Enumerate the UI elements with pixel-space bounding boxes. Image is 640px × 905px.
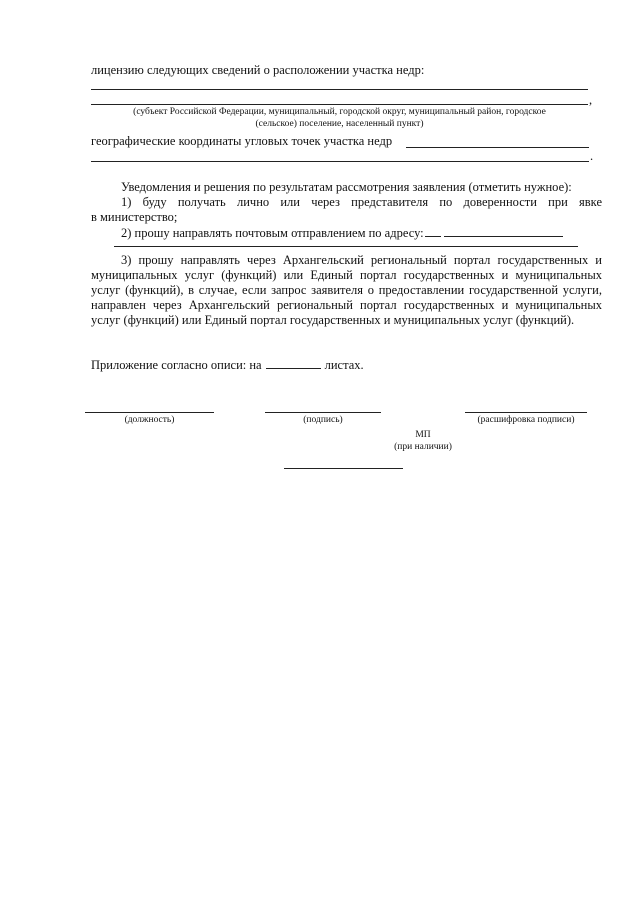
blank-line-address	[114, 246, 578, 247]
stamp-label: МП	[415, 430, 431, 440]
caption-position: (должность)	[124, 415, 175, 425]
notice-heading: Уведомления и решения по результатам рассмотрения заявления (отметить нужное):	[121, 180, 572, 194]
caption-subject-line1: (субъект Российской Федерации, муниципальный, городской округ, муниципальный район, городское	[133, 107, 546, 117]
notice-item-3	[91, 253, 602, 328]
signature-line-decoding	[465, 412, 587, 413]
blank-line-coordinates-1	[406, 147, 589, 148]
caption-subject-line2: (сельское) поселение, населенный пункт)	[255, 119, 424, 129]
notice-item-2-blank-short	[425, 225, 441, 237]
appendix-line	[91, 357, 364, 373]
blank-line-subject-2	[91, 104, 588, 105]
caption-signature: (подпись)	[303, 415, 343, 425]
date-line	[284, 468, 403, 469]
comma-mark: ,	[589, 93, 593, 107]
notice-item-1-line1: 1) буду получать лично или через представителя по доверенности при явке	[121, 195, 602, 209]
stamp-note: (при наличии)	[394, 442, 452, 452]
notice-item-2	[121, 225, 563, 241]
signature-line-signature	[265, 412, 381, 413]
appendix-text: Приложение согласно описи: на	[91, 358, 262, 372]
period-mark: .	[590, 149, 594, 163]
blank-line-subject-1	[91, 89, 588, 90]
appendix-pages-blank	[266, 357, 321, 369]
doc-line-license-info: лицензию следующих сведений о расположении участка недр:	[91, 63, 425, 77]
notice-item-3-text: 3) прошу направлять через Архангельский региональный портал государственных и муниципальных услуг (функций) или Единый портал государственных и муниципальных услуг (функций), в случае, если запрос заявителя о предоставлении государственной услуги, направлен через Архангельский региональный портал государственных и муниципальных услуг (функций) или Единый портал государственных и муниципальных услуг (функций).	[91, 253, 602, 327]
notice-item-2-blank	[444, 225, 563, 237]
notice-item-1-line2: в министерство;	[91, 210, 178, 224]
appendix-suffix: листах.	[324, 358, 364, 372]
coordinates-label: географические координаты угловых точек участка недр	[91, 134, 393, 148]
caption-decoding: (расшифровка подписи)	[477, 415, 575, 425]
signature-line-position	[85, 412, 214, 413]
notice-item-2-text: 2) прошу направлять почтовым отправлением по адресу:	[121, 226, 424, 240]
blank-line-coordinates-2	[91, 161, 589, 162]
